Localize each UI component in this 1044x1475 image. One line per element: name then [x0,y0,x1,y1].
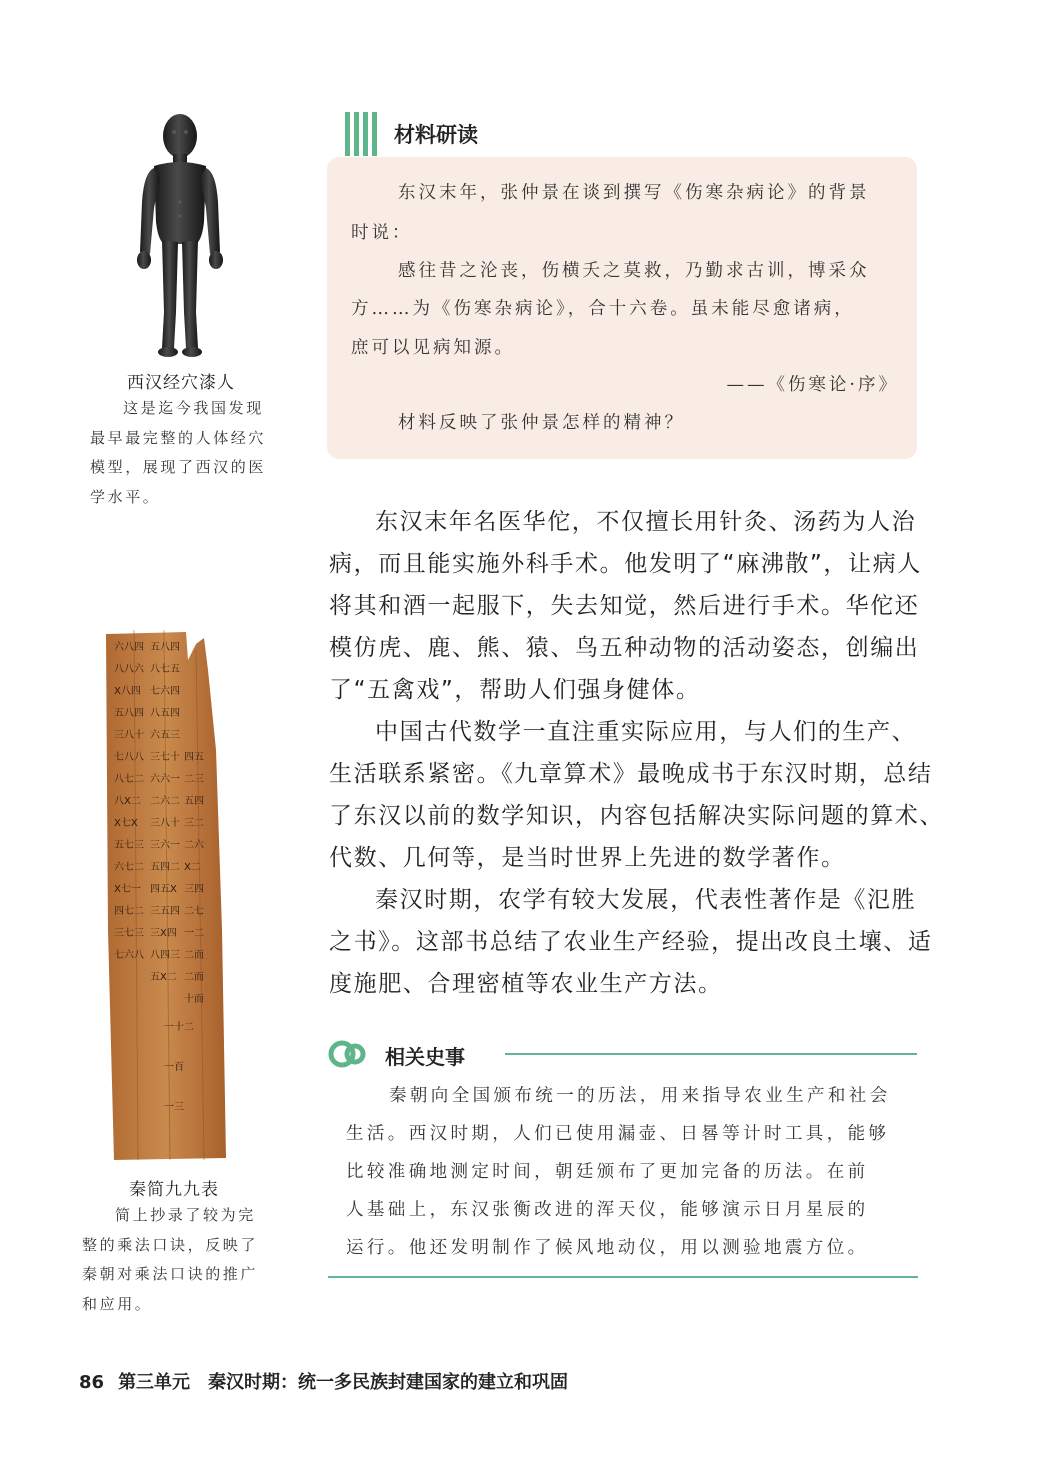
lacquer-acupoint-figure-image [132,112,228,360]
svg-text:八X二: 八X二 [114,796,141,807]
caption-line: 和应用。 [82,1294,153,1313]
svg-text:二六二: 二六二 [150,796,180,807]
svg-text:五四: 五四 [184,796,204,807]
svg-text:X七X: X七X [114,818,138,829]
caption-line: 秦朝对乘法口诀的推广 [82,1265,259,1283]
body-line: 生活联系紧密。《九章算术》最晚成书于东汉时期，总结 [329,761,933,787]
svg-text:七六八: 七六八 [114,950,144,961]
body-line: 病，而且能实施外科手术。他发明了“麻沸散”，让病人 [329,551,922,577]
related-line: 生活。西汉时期，人们已使用漏壶、日晷等计时工具，能够 [346,1124,890,1144]
svg-text:六八四: 六八四 [114,642,144,653]
svg-text:二而: 二而 [184,972,204,983]
svg-text:二而: 二而 [184,950,204,961]
related-line: 人基础上，东汉张衡改进的浑天仪，能够演示日月星辰的 [346,1200,869,1220]
body-line: 之书》。这部书总结了农业生产经验，提出改良土壤、适 [329,929,933,955]
related-events-heading: 相关史事 [385,1045,465,1069]
material-reading-box [327,157,917,459]
caption-line: 这是迄今我国发现 [123,399,264,417]
svg-text:六五三: 六五三 [150,730,180,741]
svg-text:三四: 三四 [184,884,204,895]
caption-line: 整的乘法口诀，反映了 [82,1235,259,1254]
svg-text:五八四: 五八四 [114,708,144,719]
svg-text:八八六: 八八六 [114,664,144,675]
svg-text:十而: 十而 [184,994,204,1005]
unit-label: 第三单元 [118,1372,191,1393]
body-line: 将其和酒一起服下，失去知觉，然后进行手术。华佗还 [329,593,920,619]
material-question: 材料反映了张仲景怎样的精神？ [398,413,685,433]
body-line: 度施肥、合理密植等农业生产方法。 [329,971,723,997]
svg-text:五八四: 五八四 [150,642,180,653]
svg-text:二六: 二六 [184,840,204,851]
svg-text:五七三: 五七三 [114,840,144,851]
svg-text:四七二: 四七二 [114,906,144,917]
book-stripes-icon [345,112,377,156]
body-line: 秦汉时期，农学有较大发展，代表性著作是《氾胜 [375,887,917,913]
caption-line: 最早最完整的人体经穴 [90,428,267,447]
svg-text:八四三: 八四三 [150,950,180,961]
unit-title: 秦汉时期：统一多民族封建国家的建立和巩固 [208,1372,569,1393]
svg-text:六七二: 六七二 [114,862,144,873]
svg-text:三二: 三二 [184,818,204,829]
svg-text:三七十: 三七十 [150,752,180,763]
svg-text:七六四: 七六四 [150,686,180,697]
svg-text:二三: 二三 [184,774,204,785]
body-line: 东汉末年名医华佗，不仅擅长用针灸、汤药为人治 [375,509,917,535]
svg-text:一二: 一二 [184,928,204,939]
svg-text:X二: X二 [184,862,201,873]
material-source: ——《伤寒论·序》 [726,375,899,395]
caption-line: 简上抄录了较为完 [115,1206,256,1224]
svg-text:三五四: 三五四 [150,906,180,917]
related-line: 秦朝向全国颁布统一的历法，用来指导农业生产和社会 [389,1086,891,1106]
svg-text:X八四: X八四 [114,686,141,697]
svg-text:六六一: 六六一 [150,774,180,785]
svg-text:五X二: 五X二 [150,972,177,983]
svg-text:三七三: 三七三 [114,928,144,939]
svg-text:X七一: X七一 [114,884,141,895]
body-line: 了“五禽戏”，帮助人们强身健体。 [329,677,701,703]
svg-text:三八十: 三八十 [150,818,180,829]
svg-text:八五四: 八五四 [150,708,180,719]
page-number: 86 [79,1372,105,1393]
page-footer [79,1368,568,1394]
svg-text:三八十: 三八十 [114,730,144,741]
svg-text:三X四: 三X四 [150,928,177,939]
divider [328,1276,918,1278]
caption-line: 模型，展现了西汉的医 [90,458,267,476]
material-reading-heading: 材料研读 [394,123,478,147]
svg-text:四五X: 四五X [150,884,177,895]
svg-text:八七二: 八七二 [114,774,144,785]
caption-line: 学水平。 [90,487,161,506]
figure-caption-title: 秦简九九表 [129,1180,219,1200]
material-line: 时说： [351,223,413,243]
material-quote-line: 方……为《伤寒杂病论》，合十六卷。虽未能尽愈诸病， [351,299,855,319]
svg-text:四五: 四五 [184,752,204,763]
body-line: 模仿虎、鹿、熊、猿、鸟五种动物的活动姿态，创编出 [329,635,920,661]
body-line: 了东汉以前的数学知识，内容包括解决实际问题的算术、 [329,803,944,829]
figure-caption-title: 西汉经穴漆人 [127,373,235,393]
related-line: 比较准确地测定时间，朝廷颁布了更加完备的历法。在前 [346,1162,869,1182]
svg-text:一三: 一三 [164,1102,184,1113]
material-line: 东汉末年，张仲景在谈到撰写《伤寒杂病论》的背景 [398,183,870,203]
body-line: 中国古代数学一直注重实际应用，与人们的生产、 [375,719,917,745]
material-quote-line: 庶可以见病知源。 [351,338,515,358]
svg-text:一十二: 一十二 [164,1022,194,1033]
svg-text:一百: 一百 [164,1062,184,1073]
linked-circles-icon [328,1036,368,1072]
figure-caption-text [90,394,276,512]
svg-text:七八八: 七八八 [114,752,144,763]
svg-text:三六一: 三六一 [150,840,180,851]
svg-text:二七: 二七 [184,906,204,917]
related-line: 运行。他还发明制作了候风地动仪，用以测验地震方位。 [346,1238,869,1258]
figure-caption-text [82,1201,272,1319]
divider [505,1053,917,1055]
svg-text:八七五: 八七五 [150,664,180,675]
bamboo-slip-multiplication-table-image [104,630,228,1162]
body-line: 代数、几何等，是当时世界上先进的数学著作。 [329,845,846,871]
material-quote-line: 感往昔之沦丧，伤横夭之莫救，乃勤求古训，博采众 [398,261,870,281]
svg-text:五四二: 五四二 [150,862,180,873]
